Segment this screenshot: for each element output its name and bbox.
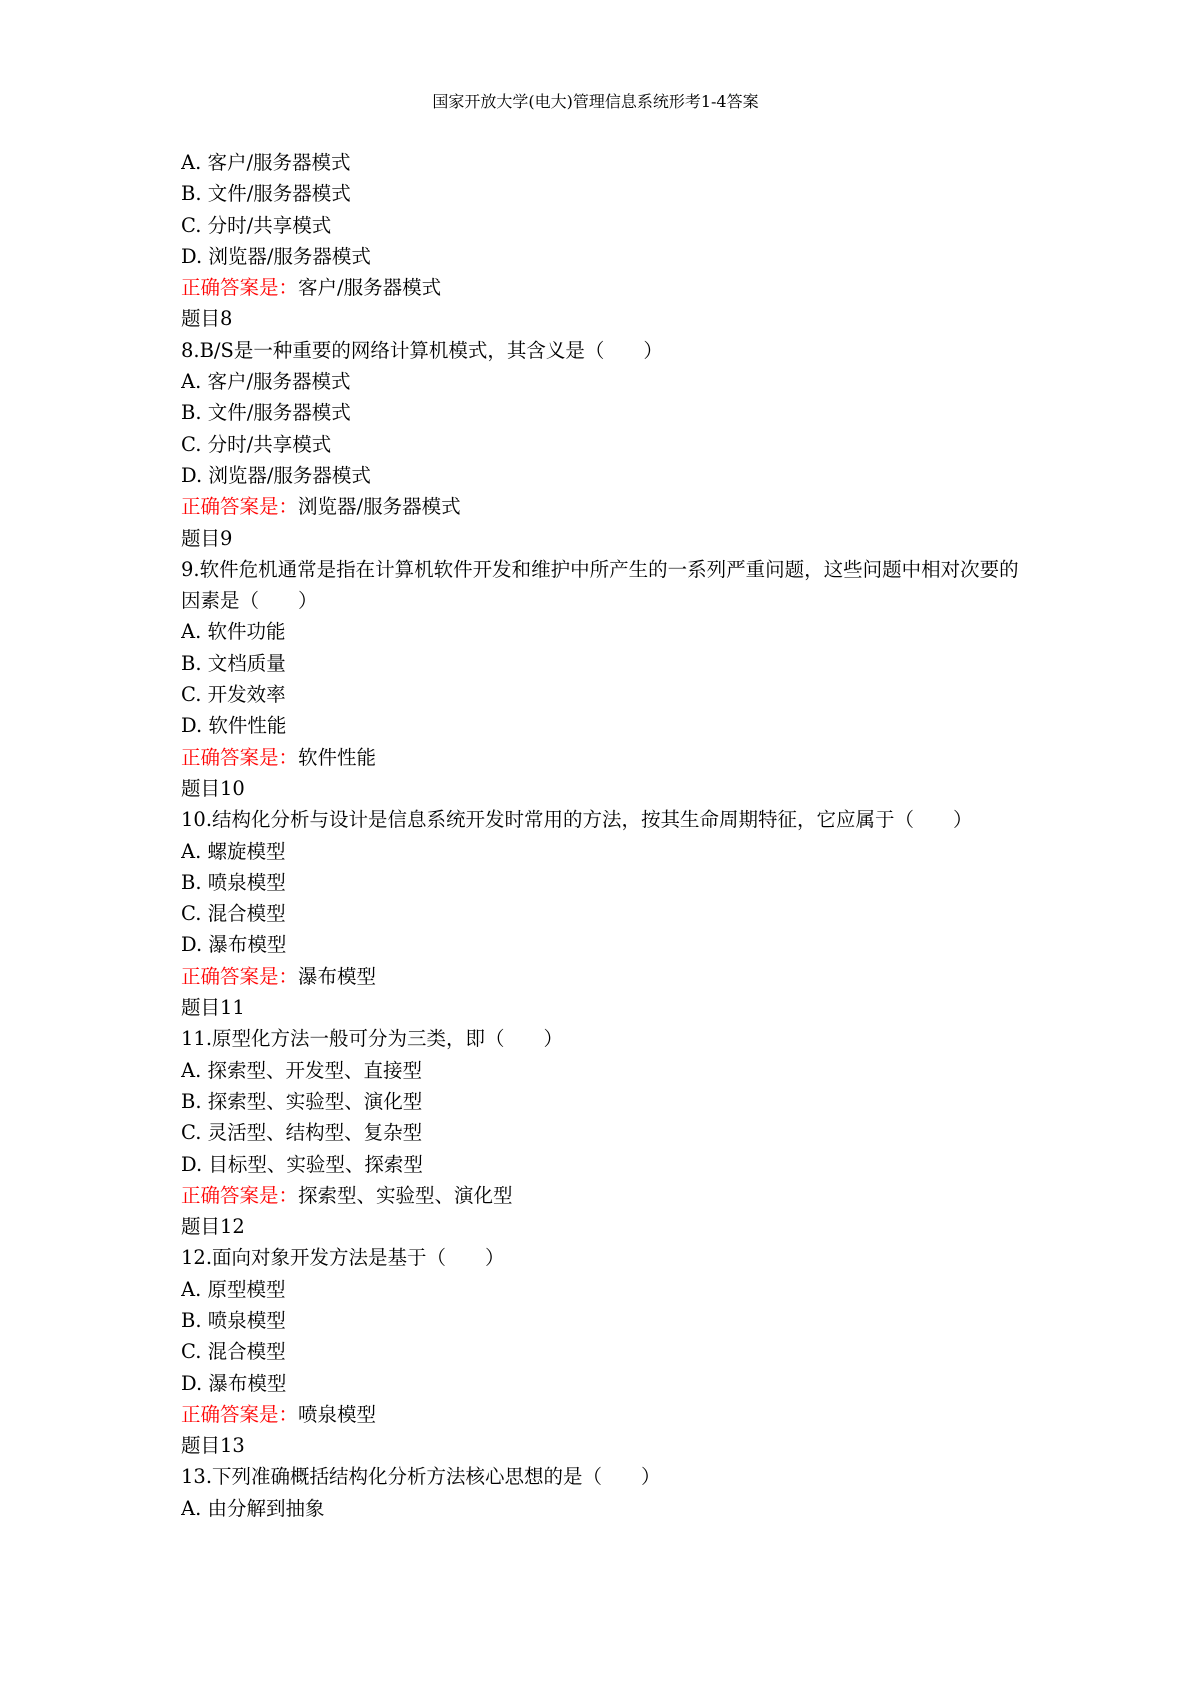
question-number: 题目11 [181, 996, 245, 1020]
question-text: 8.B/S是一种重要的网络计算机模式，其含义是（ ） [181, 338, 663, 362]
answer-text: 瀑布模型 [298, 964, 377, 988]
page-content [181, 147, 1026, 1524]
option-b: B. 喷泉模型 [181, 870, 286, 894]
question-number: 题目9 [181, 526, 233, 550]
answer-text: 软件性能 [298, 745, 377, 769]
question-text: 9.软件危机通常是指在计算机软件开发和维护中所产生的一系列严重问题，这些问题中相对次要的因素是（ ） [181, 557, 1019, 613]
question-number: 题目8 [181, 307, 233, 331]
option-a: A. 客户/服务器模式 [181, 151, 351, 174]
answer-text: 喷泉模型 [298, 1402, 377, 1426]
question-text: 10.结构化分析与设计是信息系统开发时常用的方法，按其生命周期特征，它应属于（ ） [181, 808, 973, 832]
answer-text: 浏览器/服务器模式 [298, 495, 461, 519]
option-c: C. 分时/共享模式 [181, 213, 332, 237]
correct-answer [181, 961, 1026, 992]
page-header: 国家开放大学(电大)管理信息系统形考1-4答案 [432, 92, 759, 111]
option-a: A. 探索型、开发型、直接型 [181, 1058, 422, 1082]
question-number: 题目12 [181, 1215, 245, 1239]
option-a: A. 原型模型 [181, 1277, 286, 1301]
option-c: C. 灵活型、结构型、复杂型 [181, 1121, 423, 1145]
option-a: A. 螺旋模型 [181, 839, 286, 863]
question-text: 12.面向对象开发方法是基于（ ） [181, 1246, 505, 1270]
option-b: B. 文档质量 [181, 651, 286, 675]
option-d: D. 浏览器/服务器模式 [181, 463, 371, 487]
option-c: C. 分时/共享模式 [181, 432, 332, 456]
option-b: B. 文件/服务器模式 [181, 401, 351, 425]
option-a: A. 软件功能 [181, 620, 286, 644]
option-b: B. 探索型、实验型、演化型 [181, 1089, 423, 1113]
correct-answer [181, 1180, 1026, 1211]
option-a: A. 由分解到抽象 [181, 1496, 325, 1520]
option-c: C. 开发效率 [181, 683, 286, 707]
option-c: C. 混合模型 [181, 1340, 286, 1364]
answer-label: 正确答案是： [181, 276, 299, 300]
answer-label: 正确答案是： [181, 745, 299, 769]
correct-answer [181, 272, 1026, 303]
option-d: D. 目标型、实验型、探索型 [181, 1152, 423, 1176]
answer-label: 正确答案是： [181, 495, 299, 519]
answer-text: 探索型、实验型、演化型 [298, 1183, 513, 1207]
option-d: D. 浏览器/服务器模式 [181, 244, 371, 268]
question-text: 13.下列准确概括结构化分析方法核心思想的是（ ） [181, 1465, 661, 1489]
correct-answer [181, 1399, 1026, 1430]
option-d: D. 软件性能 [181, 714, 287, 738]
option-c: C. 混合模型 [181, 902, 286, 926]
option-a: A. 客户/服务器模式 [181, 370, 351, 394]
correct-answer [181, 742, 1026, 773]
question-number: 题目10 [181, 776, 245, 800]
question-text: 11.原型化方法一般可分为三类，即（ ） [181, 1027, 564, 1051]
answer-label: 正确答案是： [181, 964, 299, 988]
answer-label: 正确答案是： [181, 1183, 299, 1207]
correct-answer [181, 491, 1026, 522]
option-d: D. 瀑布模型 [181, 1371, 287, 1395]
option-b: B. 喷泉模型 [181, 1308, 286, 1332]
question-number: 题目13 [181, 1434, 245, 1458]
option-b: B. 文件/服务器模式 [181, 182, 351, 206]
option-d: D. 瀑布模型 [181, 933, 287, 957]
answer-text: 客户/服务器模式 [298, 276, 442, 300]
answer-label: 正确答案是： [181, 1402, 299, 1426]
